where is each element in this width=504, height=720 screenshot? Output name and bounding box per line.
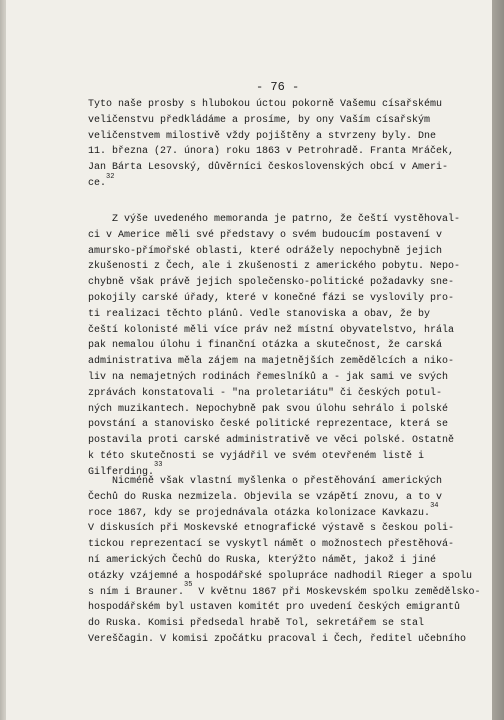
line-text: Vereščagin. V komisi zpočátku pracoval i Čech, ředitel učebního <box>88 633 467 645</box>
line-text: tickou reprezentací se vyskytl námět o možnostech přestěhová- <box>88 539 455 551</box>
line-text: do Ruska. Komisi předsedal hrabě Tol, sekretářem se stal <box>88 618 425 630</box>
line-text: Jan Bárta Lesovský, důvěrníci československých obcí v Ameri- <box>88 162 449 174</box>
line-text: hospodářském byl ustaven komitét pro uvedení českých emigrantů <box>88 602 461 614</box>
line-text: veličenstvem milostivě vždy pojištěny a stvrzeny byly. Dne <box>88 130 437 142</box>
line-text: Tyto naše prosby s hlubokou úctou pokorně Vašemu císařskému <box>88 99 443 110</box>
text-line <box>88 323 462 339</box>
line-text: V diskusích při Moskevské etnografické výstavě s českou poli- <box>88 523 455 535</box>
text-line <box>88 502 462 522</box>
line-text: k této skutečnosti se vyjádřil ve svém otevřeném listě i <box>88 450 425 462</box>
line-text: Čechů do Ruska nezmizela. Objevila se vzápětí znovu, a to v <box>88 491 443 503</box>
line-text: veličenstvu předkládáme a prosíme, by ony Vaším císařským <box>88 114 431 126</box>
line-text: povstání a stanovisko české politické reprezentace, která se <box>88 419 449 431</box>
text-line <box>88 129 462 145</box>
text-line <box>88 144 462 160</box>
line-text: ce. <box>88 177 107 189</box>
line-text: roce 1867, kdy se projednávala otázka kolonizace Kavkazu. <box>88 507 431 519</box>
footnote-marker: 32 <box>106 172 115 181</box>
text-line <box>88 160 462 176</box>
line-text: administrativa měla zájem na majetnějších zemědělcích a niko- <box>88 356 455 368</box>
line-text: chybně však právě jejich společensko-politické požadavky sne- <box>88 277 455 289</box>
text-line <box>88 212 462 228</box>
footnote-marker: 34 <box>430 502 439 511</box>
text-line <box>88 259 462 275</box>
text-line <box>88 113 462 129</box>
text-line <box>88 97 462 113</box>
paragraph-3 <box>88 474 481 648</box>
line-text: ci v Americe měli své představy o svém budoucím postavení v <box>88 229 443 241</box>
text-line <box>88 616 462 632</box>
line-text: ti realizaci těchto plánů. Vedle stanoviska a obav, že by <box>88 308 431 320</box>
text-line <box>88 581 481 601</box>
page-number: - 76 - <box>256 80 300 94</box>
line-text: 11. března (27. února) roku 1863 v Petrohradě. Franta Mráček, <box>88 146 455 158</box>
line-text: Nicméně však vlastní myšlenka o přestěhování amerických <box>88 476 443 487</box>
text-line <box>88 275 462 291</box>
text-line <box>88 244 462 260</box>
text-line <box>88 228 462 244</box>
line-text: ní amerických Čechů do Ruska, kterýžto námět, jakož i jiné <box>88 554 437 566</box>
text-line <box>88 291 462 307</box>
line-text: amursko-přímořské oblasti, které odrážely nepochybně jejich <box>88 245 443 257</box>
page-right-edge <box>492 0 504 720</box>
line-text-continued: V květnu 1867 při Moskevském spolku zemědělsko- <box>192 586 481 598</box>
text-line <box>88 417 462 433</box>
text-line <box>88 338 462 354</box>
line-text: zprávách konstatovali - "na proletariátu" či českých potul- <box>88 387 443 399</box>
line-text: čeští kolonisté měli více práv než místní obyvatelstvo, hrála <box>88 324 455 336</box>
text-line <box>88 386 462 402</box>
text-line <box>88 490 462 506</box>
paragraph-1 <box>88 97 462 192</box>
text-line <box>88 569 473 585</box>
line-text: postavila proti carské administrativě ve věci polské. Ostatně <box>88 435 455 447</box>
text-line <box>88 172 462 192</box>
text-line <box>88 600 462 616</box>
line-text: pak nemalou úlohu i finanční otázka a skutečnost, že carská <box>88 340 443 352</box>
text-line <box>88 521 462 537</box>
text-line <box>88 307 462 323</box>
line-text: otázky vzájemné a hospodářské spolupráce nadhodil Rieger a spolu <box>88 570 473 582</box>
footnote-marker: 33 <box>154 461 163 470</box>
text-line <box>88 402 462 418</box>
line-text: liv na nemajetných rodinách řemeslníků a - jak sami ve svých <box>88 371 449 383</box>
paragraph-2 <box>88 212 462 481</box>
line-text: zkušenosti z Čech, ale i zkušenosti z amerického pobytu. Nepo- <box>88 261 461 273</box>
text-line <box>88 553 462 569</box>
line-text: ných muzikantech. Nepochybně pak svou úlohu sehrálo i polské <box>88 403 449 415</box>
text-line <box>88 433 462 449</box>
text-line <box>88 354 462 370</box>
text-line <box>88 537 462 553</box>
text-line <box>88 474 462 490</box>
footnote-marker: 35 <box>184 581 193 590</box>
text-line <box>88 370 462 386</box>
text-line <box>88 449 462 465</box>
line-text: Gilferding. <box>88 466 155 478</box>
line-text: Z výše uvedeného memoranda je patrno, že čeští vystěhoval- <box>88 214 461 225</box>
text-line <box>88 632 467 648</box>
line-text: pokojily carské úřady, které v konečné fázi se vyslovily pro- <box>88 292 455 304</box>
line-text: s ním i Brauner. <box>88 586 185 598</box>
